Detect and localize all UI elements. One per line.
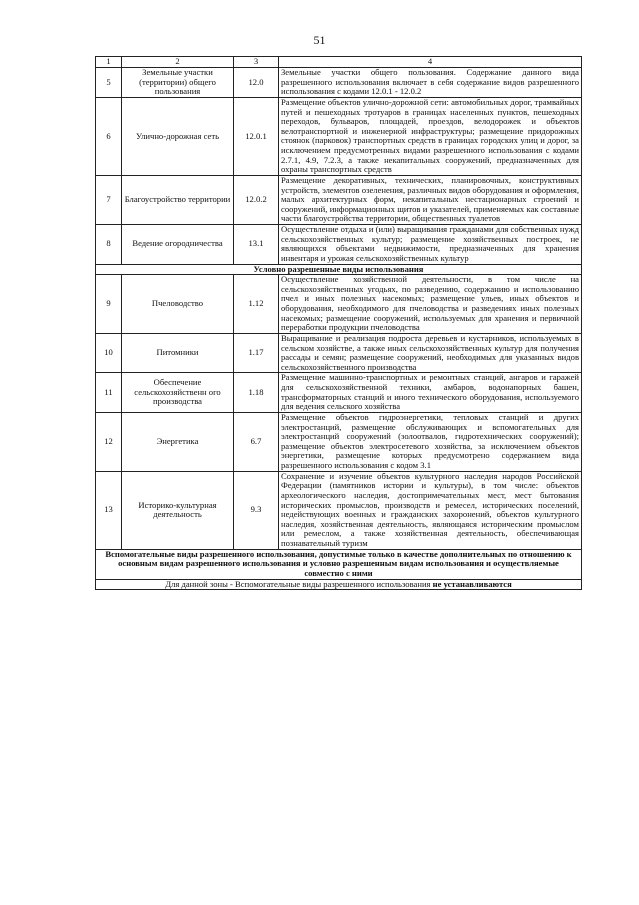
conditional-uses-heading: Условно разрешенные виды использования [96,264,582,275]
row-number: 6 [96,97,122,175]
use-code: 12.0.2 [234,175,279,224]
use-name: Земельные участки (территории) общего пользования [122,68,234,98]
footer-note-row [96,579,582,590]
row-number: 8 [96,225,122,265]
table-row [96,373,582,413]
use-description: Размещение объектов улично-дорожной сети: автомобильных дорог, трамвайных путей и пешеходных тротуаров в границах населенных пунктов, пешеходных переходов, бульваров, площадей, проездов, велодорожек и объектов велотранспортной и инженерной инфраструктуры; размещение придорожных стоянок (парковок) транспортных средств в границах городских улиц и дорог, за исключением предусмотренных видами разрешенного использования с кодами 2.7.1, 4.9, 7.2.3, а также некапитальных сооружений, предназначенных для охраны транспортных средств [279,97,582,175]
use-description: Земельные участки общего пользования. Содержание данного вида разрешенного использования включает в себя содержание видов разрешенного использования с кодами 12.0.1 - 12.0.2 [279,68,582,98]
auxiliary-uses-heading-row [96,549,582,579]
use-description: Осуществление хозяйственной деятельности, в том числе на сельскохозяйственных угодьях, по разведению, содержанию и использованию пчел и иных полезных насекомых; размещение ульев, иных объектов и оборудования, необходимого для пчеловодства и разведениях иных полезных насекомых; размещение сооружений, используемых для хранения и первичной переработки продукции пчеловодства [279,275,582,334]
column-number: 1 [96,57,122,68]
column-number-row [96,57,582,68]
use-name: Благоустройство территории [122,175,234,224]
table-row [96,333,582,373]
use-name: Энергетика [122,412,234,471]
row-number: 9 [96,275,122,334]
footer-note [96,579,582,590]
use-description: Размещение объектов гидроэнергетики, тепловых станций и других электростанций, размещение обслуживающих и вспомогательных для электростанций сооружений (золоотвалов, гидротехнических сооружений); размещение объектов электросетевого хозяйства, за исключением объектов энергетики, размещение которых предусмотрено содержанием вида разрешенного использования с кодом 3.1 [279,412,582,471]
table-row [96,275,582,334]
footer-note-emphasis: не устанавливаются [432,579,512,589]
use-description: Осуществление отдыха и (или) выращивания гражданами для собственных нужд сельскохозяйственных культур; размещение хозяйственных построек, не являющихся объектами недвижимости, предназначенных для хранения инвентаря и урожая сельскохозяйственных культур [279,225,582,265]
use-description: Размещение машинно-транспортных и ремонтных станций, ангаров и гаражей для сельскохозяйственной техники, амбаров, водонапорных башен, трансформаторных станций и иного технического оборудования, используемого для ведения сельского хозяйства [279,373,582,413]
use-code: 1.12 [234,275,279,334]
row-number: 10 [96,333,122,373]
table-row [96,175,582,224]
use-name: Улично-дорожная сеть [122,97,234,175]
conditional-uses-heading-row [96,264,582,275]
use-code: 12.0 [234,68,279,98]
use-name: Обеспечение сельскохозяйственн ого производства [122,373,234,413]
use-code: 9.3 [234,471,279,549]
row-number: 5 [96,68,122,98]
use-description: Выращивание и реализация подроста деревьев и кустарников, используемых в сельском хозяйстве, а также иных сельскохозяйственных культур для получения рассады и семян; размещение сооружений, необходимых для указанных видов сельскохозяйственного производства [279,333,582,373]
table-row [96,471,582,549]
use-code: 12.0.1 [234,97,279,175]
footer-note-text: Для данной зоны - Вспомогательные виды разрешенного использования [165,579,433,589]
use-code: 13.1 [234,225,279,265]
use-name: Историко-культурная деятельность [122,471,234,549]
use-description: Размещение декоративных, технических, планировочных, конструктивных устройств, элементов озеленения, различных видов оборудования и оформления, малых архитектурных форм, некапитальных нестационарных строений и сооружений, информационных щитов и указателей, применяемых как составные части благоустройства территории, общественных туалетов [279,175,582,224]
use-name: Ведение огородничества [122,225,234,265]
table-row [96,225,582,265]
use-code: 6.7 [234,412,279,471]
row-number: 11 [96,373,122,413]
table-row [96,97,582,175]
page-number: 51 [313,33,326,47]
row-number: 13 [96,471,122,549]
column-number: 4 [279,57,582,68]
row-number: 7 [96,175,122,224]
use-code: 1.17 [234,333,279,373]
column-number: 3 [234,57,279,68]
use-code: 1.18 [234,373,279,413]
table-row [96,68,582,98]
column-number: 2 [122,57,234,68]
use-description: Сохранение и изучение объектов культурного наследия народов Российской Федерации (памятников истории и культуры), в том числе: объектов археологического наследия, достопримечательных мест, мест бытования исторических промыслов, производств и ремесел, исторических поселений, недействующих военных и гражданских захоронений, объектов культурного наследия, хозяйственная деятельность, являющаяся историческим промыслом или ремеслом, а также хозяйственная деятельность, обеспечивающая познавательный туризм [279,471,582,549]
row-number: 12 [96,412,122,471]
land-use-table [95,56,582,590]
use-name: Питомники [122,333,234,373]
use-name: Пчеловодство [122,275,234,334]
table-row [96,412,582,471]
auxiliary-uses-heading: Вспомогательные виды разрешенного использования, допустимые только в качестве дополнительных по отношению к основным видам разрешенного использования и условно разрешенным видам использования и осуществляемые совместно с ними [96,549,582,579]
